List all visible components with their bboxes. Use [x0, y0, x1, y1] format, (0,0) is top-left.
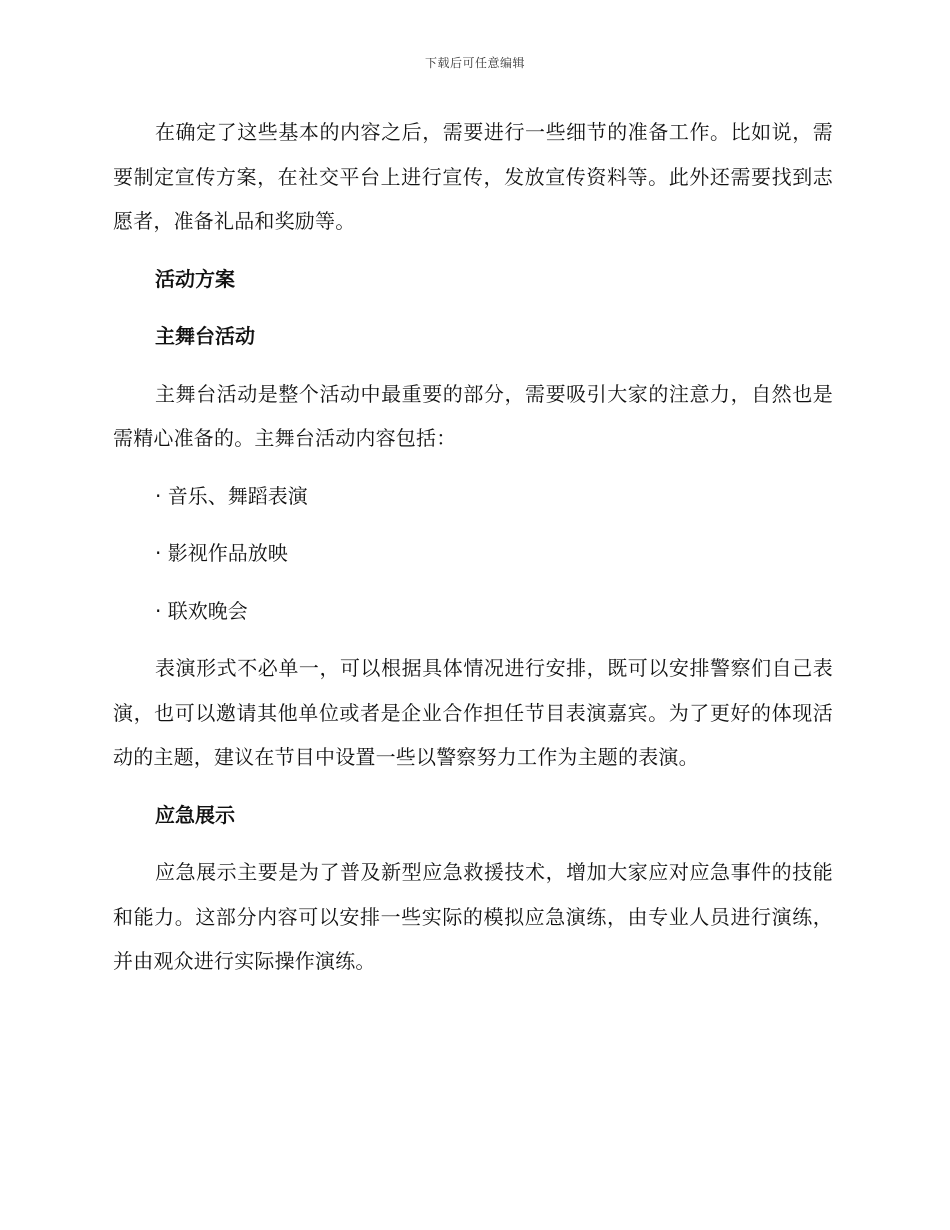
spacer: [113, 837, 833, 850]
spacer: [113, 518, 833, 531]
document-body: [113, 110, 833, 984]
page-header: 下载后可任意编辑: [424, 56, 525, 70]
spacer: [113, 301, 833, 314]
spacer: [113, 359, 833, 372]
heading-activity-plan: 活动方案: [155, 266, 235, 291]
heading-emergency: 应急展示: [155, 802, 235, 827]
spacer: [113, 780, 833, 793]
spacer: [113, 244, 833, 257]
list-item: · 音乐、舞蹈表演: [155, 483, 308, 508]
intro-paragraph: 在确定了这些基本的内容之后，需要进行一些细节的准备工作。比如说，需要制定宣传方案，在社交平台上进行宣传，发放宣传资料等。此外还需要找到志愿者，准备礼品和奖励等。: [113, 120, 833, 233]
performance-paragraph: 表演形式不必单一，可以根据具体情况进行安排，既可以安排警察们自己表演，也可以邀请其他单位或者是企业合作担任节目表演嘉宾。为了更好的体现活动的主题，建议在节目中设置一些以警察努力工作为主题的表演。: [113, 656, 833, 769]
spacer: [113, 633, 833, 646]
spacer: [113, 461, 833, 474]
heading-main-stage: 主舞台活动: [155, 324, 255, 348]
emergency-paragraph: 应急展示主要是为了普及新型应急救援技术，增加大家应对应急事件的技能和能力。这部分内容可以安排一些实际的模拟应急演练，由专业人员进行演练，并由观众进行实际操作演练。: [113, 860, 833, 973]
list-item: · 联欢晚会: [155, 598, 248, 623]
main-stage-paragraph: 主舞台活动是整个活动中最重要的部分，需要吸引大家的注意力，自然也是需精心准备的。主舞台活动内容包括：: [113, 381, 833, 450]
spacer: [113, 576, 833, 589]
list-item: · 影视作品放映: [155, 541, 288, 565]
